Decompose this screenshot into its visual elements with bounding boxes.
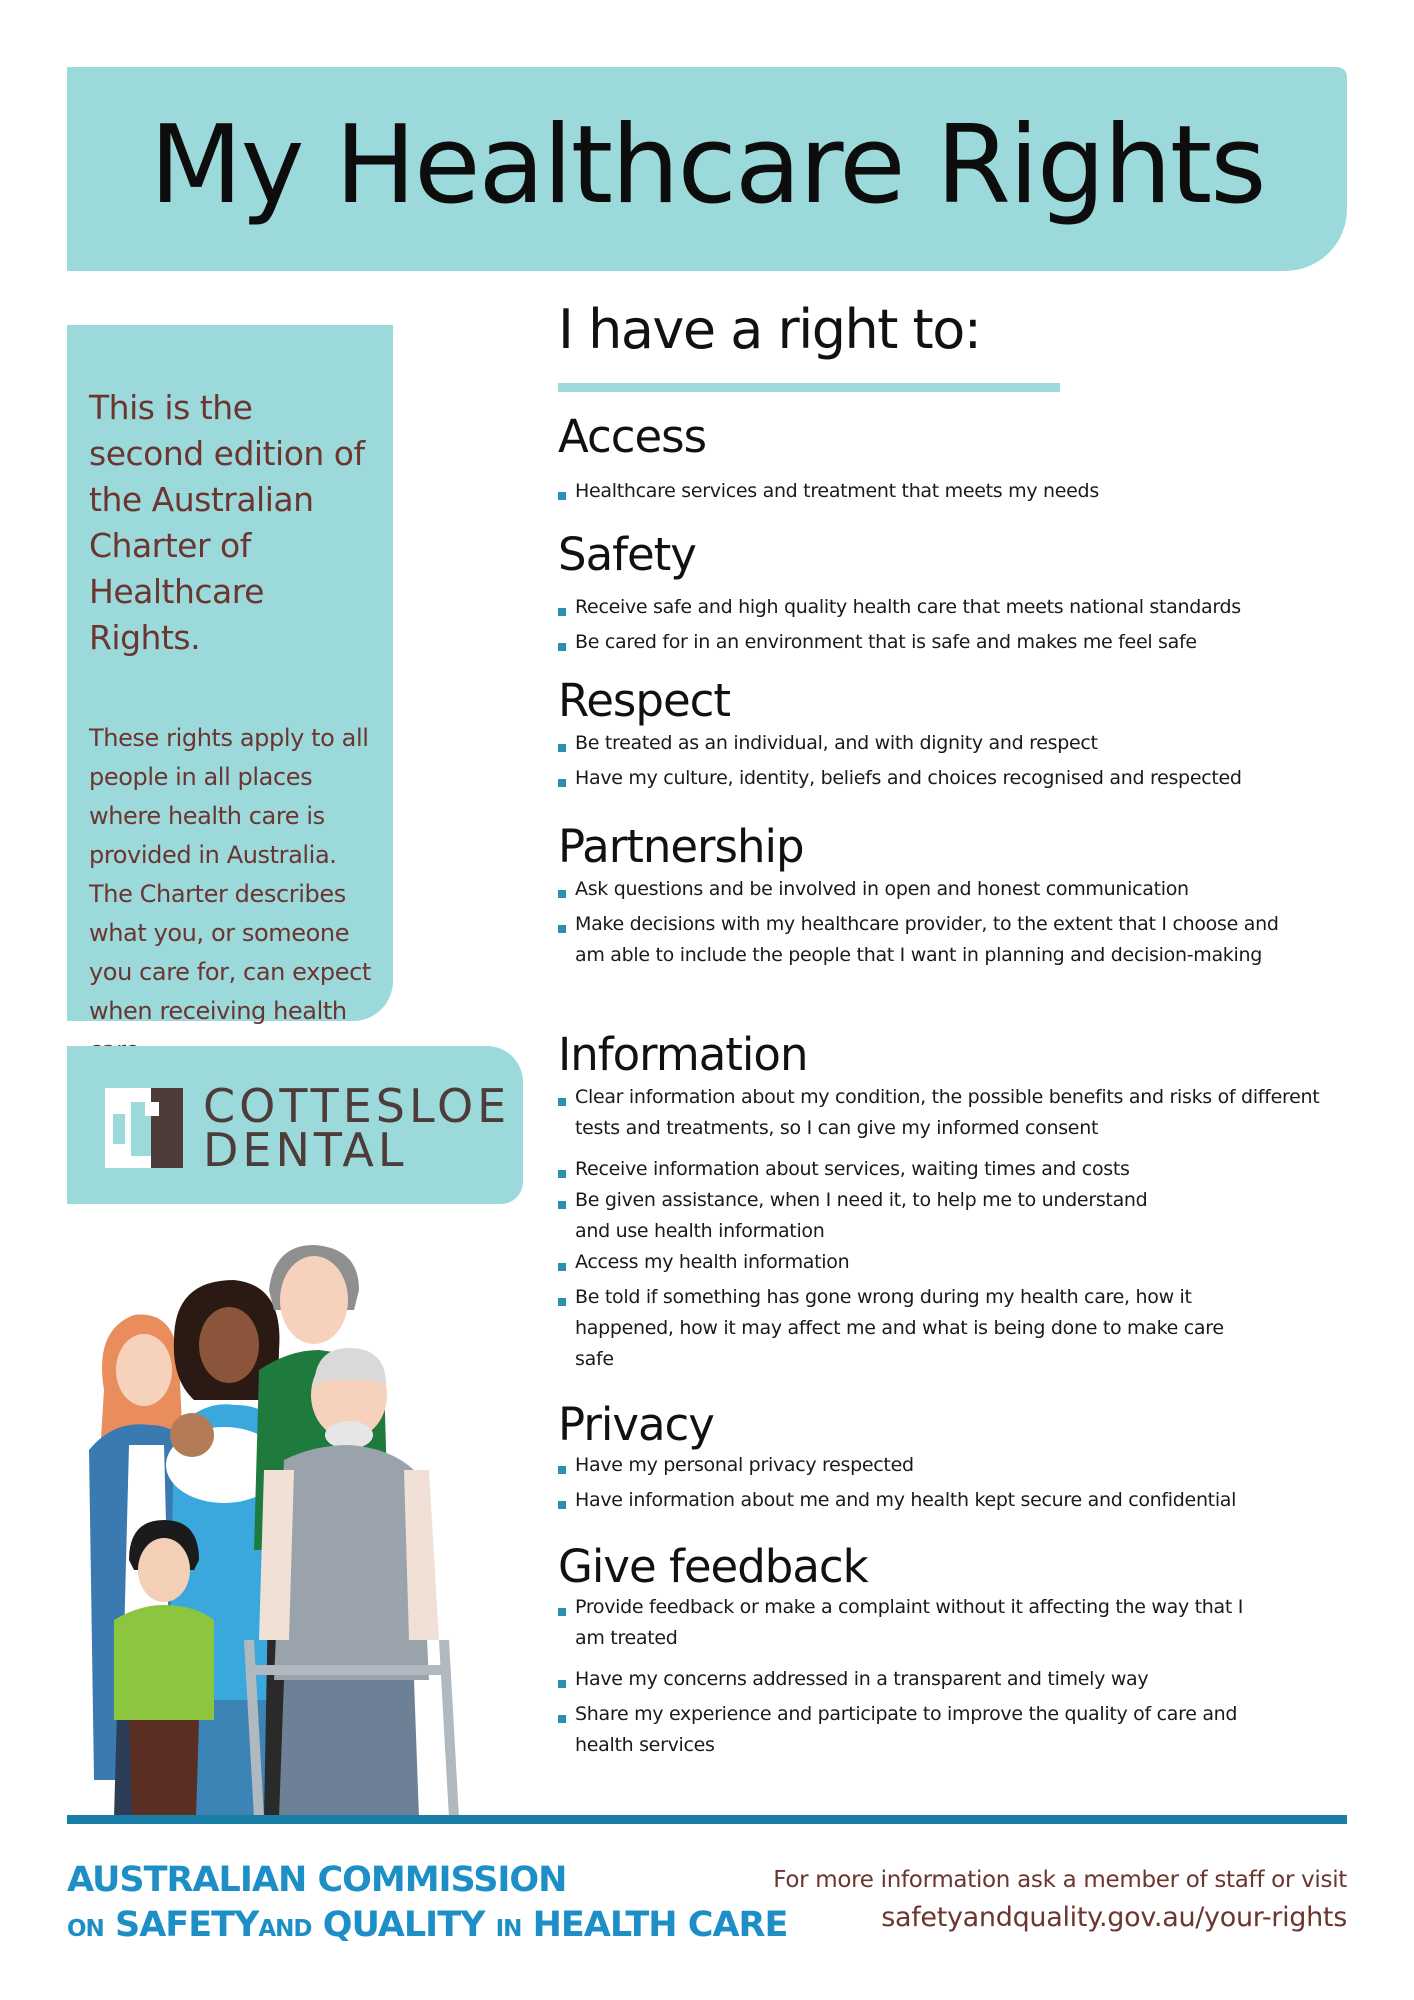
section-access [558, 412, 1358, 507]
org-word: AND [258, 1916, 312, 1942]
bullet-item: Ask questions and be involved in open and honest communication [558, 874, 1298, 905]
intro-lead-text: This is the second edition of the Australian Charter of Healthcare Rights. [89, 388, 365, 657]
org-word: HEALTH CARE [532, 1905, 788, 1945]
intro-body-text: These rights apply to all people in all places where health care is provided in Australia. The Charter describes what you, or someone you care for, can expect when receiving health [89, 724, 371, 1025]
commission-line-2 [67, 1904, 787, 1950]
section-title-privacy: Privacy [558, 1398, 714, 1451]
section-title-access: Access [558, 410, 707, 463]
bullet-item: Access my health information [558, 1247, 1348, 1278]
section-safety [558, 530, 1358, 658]
footer-divider [67, 1815, 1347, 1824]
bullet-item: Receive safe and high quality health care that meets national standards [558, 592, 1358, 623]
cottesloe-dental-logo-icon [105, 1088, 183, 1168]
rights-header [558, 300, 1358, 392]
logo-line-1: COTTESLOE [203, 1079, 511, 1133]
section-title-partnership: Partnership [558, 820, 804, 873]
section-title-feedback: Give feedback [558, 1540, 868, 1593]
title-banner [67, 67, 1347, 271]
clinic-logo-text [203, 1079, 511, 1177]
commission-logo [67, 1860, 787, 1950]
section-information [558, 1030, 1358, 1375]
clinic-logo-panel [67, 1046, 523, 1204]
bullet-item: Have my culture, identity, beliefs and choices recognised and respected [558, 763, 1358, 794]
bullet-item: Be given assistance, when I need it, to help me to understand and use health information [558, 1185, 1178, 1247]
section-respect [558, 676, 1358, 794]
bullet-item: Share my experience and participate to improve the quality of care and health services [558, 1699, 1278, 1761]
bullet-item: Have information about me and my health kept secure and confidential [558, 1485, 1358, 1516]
bullet-item: Be treated as an individual, and with dignity and respect [558, 728, 1358, 759]
org-word: SAFETY [115, 1905, 259, 1945]
section-title-information: Information [558, 1028, 808, 1081]
rights-heading-underline [558, 383, 1060, 392]
bullet-item: Clear information about my condition, the possible benefits and risks of different tests and treatments, so I can give my informed consent [558, 1082, 1348, 1144]
bullet-item: Receive information about services, waiting times and costs [558, 1154, 1348, 1185]
section-title-safety: Safety [558, 528, 696, 581]
more-info-text: For more information ask a member of staff or visit [773, 1867, 1347, 1893]
org-word: QUALITY [322, 1905, 485, 1945]
section-title-respect: Respect [558, 674, 731, 727]
bullet-item: Be cared for in an environment that is safe and makes me feel safe [558, 627, 1358, 658]
bullet-item: Be told if something has gone wrong during my health care, how it happened, how it may affect me and what is being done to make care safe [558, 1282, 1238, 1375]
page-title: My Healthcare Rights [149, 103, 1265, 228]
org-word: ON [67, 1916, 104, 1942]
commission-line-1: AUSTRALIAN COMMISSION [67, 1860, 567, 1900]
rights-heading: I have a right to: [558, 298, 981, 361]
bullet-item: Have my personal privacy respected [558, 1450, 1358, 1481]
bullet-item: Provide feedback or make a complaint without it affecting the way that I am treated [558, 1592, 1278, 1654]
bullet-item: Have my concerns addressed in a transparent and timely way [558, 1664, 1278, 1695]
logo-line-2: DENTAL [203, 1123, 408, 1177]
rights-url-link[interactable]: safetyandquality.gov.au/your-rights [881, 1902, 1347, 1933]
section-partnership [558, 822, 1358, 971]
footer-contact [773, 1862, 1347, 1938]
section-privacy [558, 1400, 1358, 1516]
section-feedback [558, 1542, 1358, 1761]
bullet-item: Make decisions with my healthcare provider, to the extent that I choose and am able to include the people that I want in planning and decision-making [558, 909, 1298, 971]
org-word: IN [495, 1916, 522, 1942]
bullet-item: Healthcare services and treatment that meets my needs [558, 476, 1358, 507]
intro-panel [67, 325, 393, 1025]
family-illustration [74, 1220, 544, 1818]
